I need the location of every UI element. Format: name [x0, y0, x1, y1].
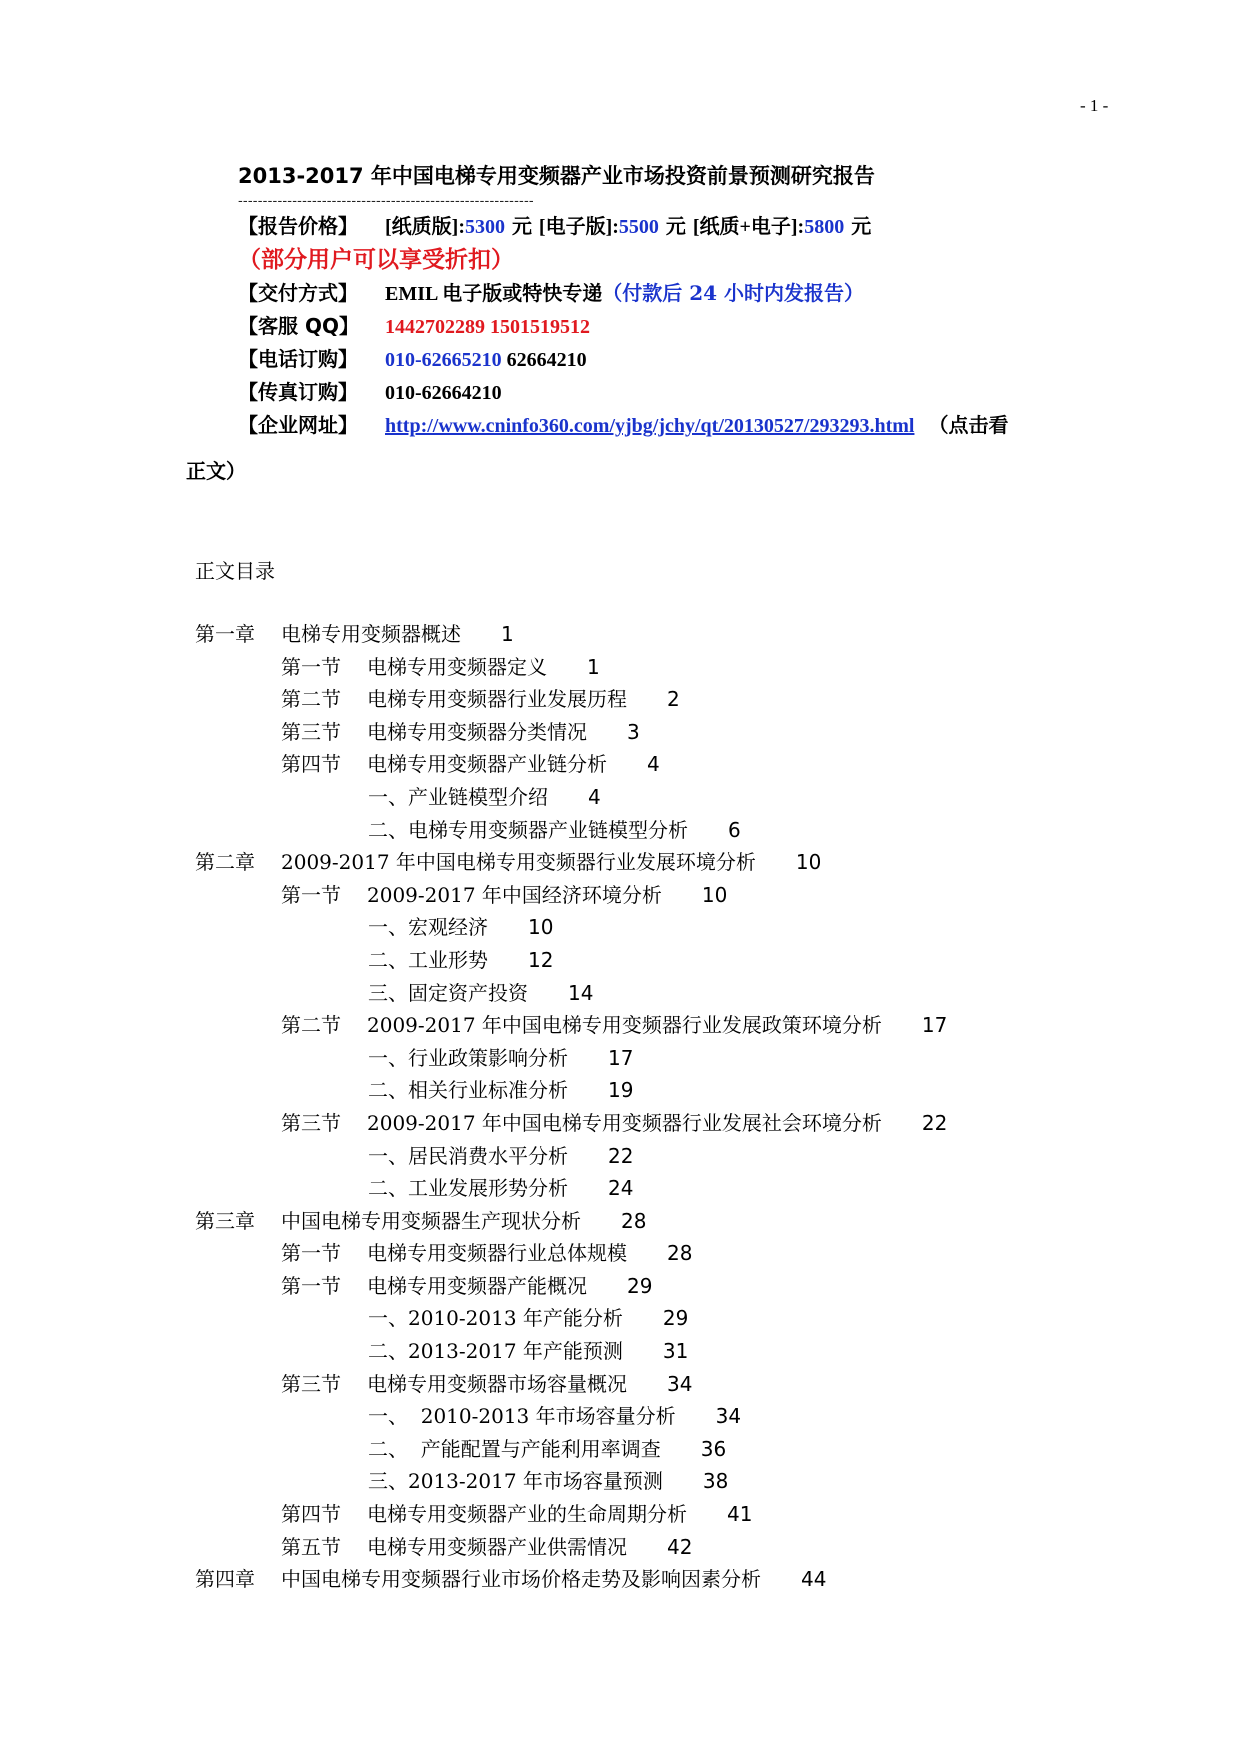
toc-entry-prefix: 第四章	[195, 1567, 255, 1592]
toc-entry-title: 中国电梯专用变频器行业市场价格走势及影响因素分析	[281, 1567, 761, 1592]
toc-entry[interactable]	[0, 748, 1241, 781]
toc-entry-body	[281, 618, 514, 650]
toc-entry-prefix: 一、	[368, 1306, 408, 1331]
toc-entry[interactable]	[0, 1205, 1241, 1238]
phone-label: 【电话订购】	[238, 347, 358, 371]
price-electronic-label: [电子版]:	[538, 216, 619, 238]
website-link[interactable]: http://www.cninfo360.com/yjbg/jchy/qt/20130527/293293.html	[385, 415, 915, 437]
price-row	[238, 210, 1068, 243]
toc-entry-page: 29	[662, 1306, 689, 1331]
toc-entry[interactable]	[0, 846, 1241, 879]
toc-entry-body	[408, 1172, 633, 1204]
price-both-value: 5800	[804, 216, 845, 238]
toc-entry-body	[408, 1140, 633, 1172]
report-title: 2013-2017 年中国电梯专用变频器产业市场投资前景预测研究报告	[238, 164, 875, 188]
toc-entry-prefix: 第一节	[281, 654, 341, 679]
price-yuan-3: 元	[844, 214, 872, 238]
toc-entry[interactable]	[0, 814, 1241, 847]
toc-entry-body	[367, 1009, 947, 1041]
toc-entry-page: 29	[627, 1273, 653, 1298]
toc-entry-title: 工业发展形势分析	[408, 1176, 568, 1201]
toc-entry[interactable]	[0, 879, 1241, 912]
toc-entry-body	[367, 1368, 692, 1400]
toc-entry-page: 44	[801, 1567, 827, 1592]
toc-entry[interactable]	[0, 1237, 1241, 1270]
delivery-label: 【交付方式】	[238, 281, 358, 305]
toc-entry-prefix: 二、	[368, 1078, 408, 1103]
toc-entry-body	[408, 1465, 728, 1497]
toc-entry-page: 17	[608, 1045, 634, 1070]
toc-entry-title: 电梯专用变频器产业供需情况	[367, 1534, 627, 1559]
toc-entry-page: 24	[608, 1176, 634, 1201]
toc-entry-title: 工业形势	[408, 947, 488, 972]
toc-entry-body	[281, 1563, 826, 1595]
toc-entry-title: 电梯专用变频器行业总体规模	[367, 1241, 627, 1266]
toc-entry[interactable]	[0, 977, 1241, 1010]
toc-entry-prefix: 第三章	[195, 1208, 255, 1233]
toc-entry-prefix: 第一节	[281, 1273, 341, 1298]
toc-entry-body	[281, 846, 821, 878]
toc-entry-body	[367, 1270, 652, 1302]
toc-entry-prefix: 一、	[368, 784, 408, 809]
toc-entry[interactable]	[0, 1140, 1241, 1173]
toc-entry-body	[367, 1107, 947, 1139]
toc-entry-title: 电梯专用变频器产能概况	[367, 1273, 587, 1298]
toc-entry-body	[367, 1237, 692, 1269]
toc-entry-page: 4	[647, 752, 660, 777]
toc-entry-title: 2010-2013 年产能分析	[408, 1306, 623, 1331]
toc-entry-body	[367, 651, 600, 683]
discount-note: （部分用户可以享受折扣）	[238, 247, 514, 273]
price-yuan-2: 元	[658, 214, 693, 238]
toc-entry-page: 12	[528, 947, 554, 972]
toc-entry[interactable]	[0, 1270, 1241, 1303]
toc-entry-page: 19	[608, 1078, 634, 1103]
toc-entry-body	[367, 879, 727, 911]
delivery-text: EMIL 电子版或特快专递	[385, 283, 603, 305]
toc-entry-body	[408, 1433, 726, 1465]
phone-value-primary: 010-62665210	[385, 349, 502, 371]
toc-entry-page: 31	[662, 1339, 689, 1364]
toc-entry[interactable]	[0, 1368, 1241, 1401]
toc-entry-body	[408, 1042, 633, 1074]
website-note: （点击看	[928, 413, 1009, 437]
toc-entry-prefix: 一、	[368, 1045, 408, 1070]
price-paper-value: 5300	[464, 216, 505, 238]
toc-entry-prefix: 第二节	[281, 1013, 341, 1038]
toc-entry-body	[408, 944, 553, 976]
price-yuan-1: 元	[504, 214, 539, 238]
fax-value: 010-62664210	[385, 382, 502, 404]
toc-entry-body	[408, 1074, 633, 1106]
toc-entry-body	[408, 814, 741, 846]
toc-entry-body	[367, 683, 680, 715]
toc-entry-page: 22	[921, 1110, 948, 1135]
price-label: 【报告价格】	[238, 214, 358, 238]
price-electronic-value: 5500	[618, 216, 659, 238]
toc-entry-title: 居民消费水平分析	[408, 1143, 568, 1168]
toc-entry[interactable]	[0, 1498, 1241, 1531]
website-label: 【企业网址】	[238, 413, 358, 437]
toc-entry[interactable]	[0, 1042, 1241, 1075]
toc-entry-title: 产业链模型介绍	[408, 784, 548, 809]
toc-entry-body	[408, 1335, 688, 1367]
toc-entry-prefix: 第三节	[281, 1371, 341, 1396]
toc-entry-title: 2009-2017 年中国电梯专用变频器行业发展政策环境分析	[367, 1013, 882, 1038]
price-paper-label: [纸质版]:	[385, 216, 465, 238]
toc-entry-body	[408, 1302, 688, 1334]
toc-entry-body	[408, 781, 601, 813]
phone-row	[238, 343, 1068, 376]
toc-entry-page: 28	[621, 1208, 647, 1233]
toc-entry-title: 电梯专用变频器产业的生命周期分析	[367, 1502, 687, 1527]
page-number: - 1 -	[1080, 96, 1109, 115]
toc-entry-title: 2009-2017 年中国经济环境分析	[367, 882, 662, 907]
delivery-note: （付款后 24 小时内发报告）	[602, 281, 865, 305]
toc-entry-title: 2009-2017 年中国电梯专用变频器行业发展社会环境分析	[367, 1110, 882, 1135]
toc-entry-prefix: 第二章	[195, 850, 255, 875]
toc-entry-page: 6	[728, 817, 741, 842]
toc-entry-body	[408, 911, 553, 943]
toc-entry[interactable]	[0, 1563, 1241, 1596]
toc-entry-title: 产能配置与产能利用率调查	[408, 1436, 661, 1461]
qq-label: 【客服 QQ】	[238, 314, 359, 338]
toc-entry-title: 2013-2017 年产能预测	[408, 1339, 623, 1364]
toc-entry-prefix: 第三节	[281, 719, 341, 744]
toc-entry-page: 17	[921, 1013, 948, 1038]
toc-entry[interactable]	[0, 1009, 1241, 1042]
toc-entry-title: 电梯专用变频器概述	[281, 622, 461, 646]
toc-entry-prefix: 三、	[368, 1469, 408, 1494]
toc-entry[interactable]	[0, 683, 1241, 716]
toc-entry[interactable]	[0, 1107, 1241, 1140]
toc-entry[interactable]	[0, 618, 1241, 651]
toc-entry-title: 电梯专用变频器行业发展历程	[367, 687, 627, 712]
toc-entry-prefix: 二、	[368, 1339, 408, 1364]
toc-entry-prefix: 二、	[368, 1176, 408, 1201]
toc-heading: 正文目录	[195, 559, 275, 583]
delivery-row	[238, 277, 1068, 310]
toc-entry-title: 固定资产投资	[408, 980, 528, 1005]
toc-entry-body	[408, 1400, 741, 1432]
toc-entry-title: 电梯专用变频器产业链模型分析	[408, 817, 688, 842]
toc-entry-prefix: 第一节	[281, 1241, 341, 1266]
toc-entry-body	[367, 748, 660, 780]
toc-entry-prefix: 第三节	[281, 1110, 341, 1135]
price-both-label: [纸质+电子]:	[692, 216, 805, 238]
toc-entry-page: 41	[727, 1502, 753, 1527]
toc-entry-page: 1	[587, 654, 600, 679]
website-note-tail: 正文）	[186, 459, 246, 483]
toc-entry-page: 2	[667, 687, 680, 712]
toc-entry-prefix: 二、	[368, 817, 408, 842]
qq-value: 1442702289 1501519512	[385, 316, 590, 338]
toc-entry-page: 4	[588, 784, 601, 809]
toc-entry-title: 电梯专用变频器市场容量概况	[367, 1371, 627, 1396]
toc-entry[interactable]	[0, 1074, 1241, 1107]
toc-entry-body	[367, 1498, 752, 1530]
toc-entry-page: 10	[795, 850, 822, 875]
toc-entry[interactable]	[0, 1400, 1241, 1433]
toc-entry-prefix: 第一章	[195, 622, 255, 646]
toc-entry-body	[281, 1205, 646, 1237]
toc-entry[interactable]	[0, 911, 1241, 944]
toc-entry-title: 2010-2013 年市场容量分析	[408, 1404, 676, 1429]
toc-entry-title: 电梯专用变频器定义	[367, 654, 547, 679]
toc-entry-body	[367, 1531, 692, 1563]
fax-label: 【传真订购】	[238, 380, 358, 404]
toc-entry-page: 22	[608, 1143, 634, 1168]
table-of-contents	[0, 618, 1241, 1596]
toc-entry[interactable]	[0, 1531, 1241, 1564]
toc-entry-page: 10	[528, 915, 554, 940]
toc-entry-prefix: 三、	[368, 980, 408, 1005]
toc-entry-title: 2009-2017 年中国电梯专用变频器行业发展环境分析	[281, 850, 756, 875]
toc-entry[interactable]	[0, 1172, 1241, 1205]
toc-entry-prefix: 一、	[368, 915, 408, 940]
report-header	[238, 160, 1068, 442]
toc-entry-title: 2013-2017 年市场容量预测	[408, 1469, 663, 1494]
toc-entry-page: 34	[667, 1371, 693, 1396]
toc-entry-body	[367, 716, 640, 748]
toc-entry-page: 3	[627, 719, 640, 744]
toc-entry-prefix: 第五节	[281, 1534, 341, 1559]
toc-entry-page: 14	[568, 980, 594, 1005]
toc-entry-title: 中国电梯专用变频器生产现状分析	[281, 1208, 581, 1233]
toc-entry[interactable]	[0, 1335, 1241, 1368]
toc-entry-title: 电梯专用变频器分类情况	[367, 719, 587, 744]
toc-entry-body	[408, 977, 593, 1009]
toc-entry-prefix: 一、	[368, 1143, 408, 1168]
toc-entry[interactable]	[0, 651, 1241, 684]
toc-entry-title: 行业政策影响分析	[408, 1045, 568, 1070]
toc-entry[interactable]	[0, 944, 1241, 977]
toc-entry-prefix: 第一节	[281, 882, 341, 907]
toc-entry-page: 28	[667, 1241, 693, 1266]
toc-entry[interactable]	[0, 781, 1241, 814]
fax-row	[238, 376, 1068, 409]
toc-entry[interactable]	[0, 1302, 1241, 1335]
toc-entry-prefix: 二、	[368, 1436, 408, 1461]
toc-entry-page: 38	[702, 1469, 729, 1494]
toc-entry-title: 宏观经济	[408, 915, 488, 940]
toc-entry-prefix: 二、	[368, 947, 408, 972]
toc-entry-page: 1	[501, 622, 514, 646]
toc-entry-page: 34	[715, 1404, 742, 1429]
toc-entry-page: 42	[667, 1534, 693, 1559]
qq-row	[238, 310, 1068, 343]
toc-entry-prefix: 一、	[368, 1404, 408, 1429]
toc-entry-prefix: 第二节	[281, 687, 341, 712]
toc-entry[interactable]	[0, 1433, 1241, 1466]
toc-entry-page: 10	[701, 882, 728, 907]
website-row	[238, 409, 1068, 442]
dashed-divider: ------------------------------------------------------------	[238, 193, 534, 209]
toc-entry[interactable]	[0, 716, 1241, 749]
toc-entry-title: 相关行业标准分析	[408, 1078, 568, 1103]
toc-entry-page: 36	[700, 1436, 727, 1461]
toc-entry[interactable]	[0, 1465, 1241, 1498]
toc-entry-prefix: 第四节	[281, 752, 341, 777]
toc-entry-prefix: 第四节	[281, 1502, 341, 1527]
toc-entry-title: 电梯专用变频器产业链分析	[367, 752, 607, 777]
phone-value-secondary: 62664210	[501, 349, 587, 371]
